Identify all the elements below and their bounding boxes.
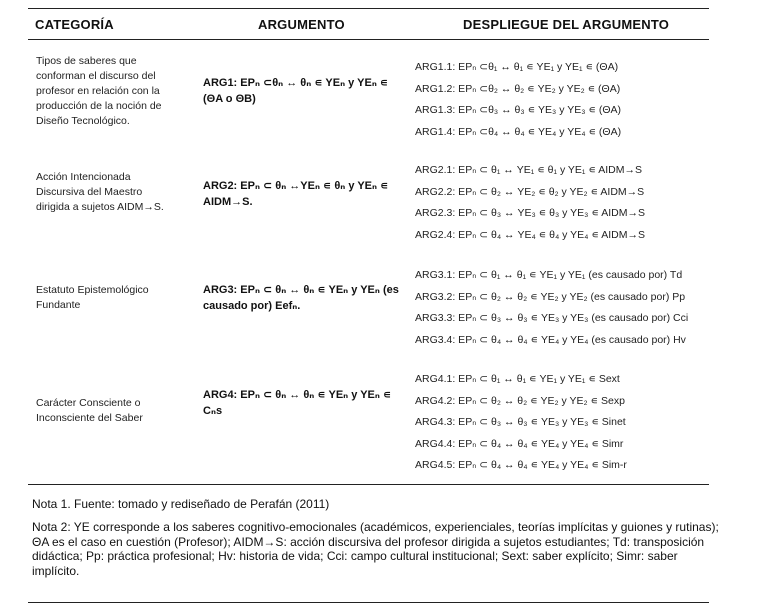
row1-argumento: ARG1: EPₙ ⊂θₙ ↔ θₙ ∊ YEₙ y YEₙ ∊ (ΘA o ΘB) bbox=[203, 77, 389, 105]
row1-despliegue-line: ARG1.4: EPₙ ⊂θ₄ ↔ θ₄ ∊ YE₄ y YE₄ ∊ (ΘA) bbox=[415, 125, 622, 138]
row2-despliegue-line: ARG2.1: EPₙ ⊂ θ₁ ↔ YE₁ ∊ θ₁ y YE₁ ∊ AIDM→S bbox=[415, 164, 643, 176]
table-bottom-rule bbox=[28, 484, 709, 485]
row2-argumento: ARG2: EPₙ ⊂ θₙ ↔YEₙ ∊ θₙ y YEₙ ∊ AIDM→S. bbox=[203, 180, 389, 208]
notes-bottom-rule bbox=[28, 602, 709, 603]
row4-despliegue-line: ARG4.5: EPₙ ⊂ θ₄ ↔ θ₄ ∊ YE₄ y YE₄ ∊ Sim-r bbox=[415, 459, 627, 471]
row1-despliegue-line: ARG1.2: EPₙ ⊂θ₂ ↔ θ₂ ∊ YE₂ y YE₂ ∊ (ΘA) bbox=[415, 82, 621, 95]
header-categoria: CATEGORÍA bbox=[35, 17, 114, 32]
row2-despliegue-line: ARG2.3: EPₙ ⊂ θ₃ ↔ YE₃ ∊ θ₃ y YE₃ ∊ AIDM→S bbox=[415, 207, 645, 219]
row4-despliegue-line: ARG4.4: EPₙ ⊂ θ₄ ↔ θ₄ ∊ YE₄ y YE₄ ∊ Simr bbox=[415, 437, 624, 450]
row1-despliegue-line: ARG1.1: EPₙ ⊂θ₁ ↔ θ₁ ∊ YE₁ y YE₁ ∊ (ΘA) bbox=[415, 61, 619, 73]
row4-despliegue-line: ARG4.2: EPₙ ⊂ θ₂ ↔ θ₂ ∊ YE₂ y YE₂ ∊ Sexp bbox=[415, 394, 625, 407]
row2-despliegue-line: ARG2.2: EPₙ ⊂ θ₂ ↔ YE₂ ∊ θ₂ y YE₂ ∊ AIDM→S bbox=[415, 185, 645, 198]
row1-categoria: Tipos de saberes que conforman el discurso del profesor en relación con la producción de la noción de Diseño Tecnológico. bbox=[36, 55, 162, 127]
row3-argumento: ARG3: EPₙ ⊂ θₙ ↔ θₙ ∊ YEₙ y YEₙ (es causado por) Eefₙ. bbox=[203, 284, 399, 312]
row2-despliegue bbox=[415, 160, 715, 246]
row2-categoria: Acción Intencionada Discursiva del Maestro dirigida a sujetos AIDM→S. bbox=[36, 171, 164, 213]
header-despliegue: DESPLIEGUE DEL ARGUMENTO bbox=[463, 17, 670, 32]
row3-despliegue-line: ARG3.1: EPₙ ⊂ θ₁ ↔ θ₁ ∊ YE₁ y YE₁ (es causado por) Td bbox=[415, 269, 683, 281]
row3-despliegue-line: ARG3.2: EPₙ ⊂ θ₂ ↔ θ₂ ∊ YE₂ y YE₂ (es causado por) Pp bbox=[415, 290, 686, 303]
note-2: Nota 2: YE corresponde a los saberes cognitivo-emocionales (académicos, experienciales, teorías implícitas y guiones y rutinas); ΘA es el caso en cuestión (Profesor); AIDM→S: acción discursiva del profesor dirigida a sujetos estudiantes; Td: transposición didáctica; Pp: práctica profesional; Hv: historia de vida; Cci: campo cultural institucional; Sext: saber explícito; Simr: saber implícito. bbox=[32, 520, 719, 578]
row1-despliegue bbox=[415, 57, 715, 143]
row4-argumento: ARG4: EPₙ ⊂ θₙ ↔ θₙ ∊ YEₙ y YEₙ ∊ Cₙs bbox=[203, 389, 392, 417]
row4-despliegue-line: ARG4.3: EPₙ ⊂ θ₃ ↔ θ₃ ∊ YE₃ y YE₃ ∊ Sinet bbox=[415, 416, 626, 428]
header-rule bbox=[28, 39, 709, 40]
row3-despliegue-line: ARG3.4: EPₙ ⊂ θ₄ ↔ θ₄ ∊ YE₄ y YE₄ (es causado por) Hv bbox=[415, 333, 686, 346]
note-1: Nota 1. Fuente: tomado y rediseñado de Perafán (2011) bbox=[32, 497, 330, 511]
row3-despliegue-line: ARG3.3: EPₙ ⊂ θ₃ ↔ θ₃ ∊ YE₃ y YE₃ (es causado por) Cci bbox=[415, 312, 689, 324]
header-argumento: ARGUMENTO bbox=[258, 17, 345, 32]
row4-despliegue-line: ARG4.1: EPₙ ⊂ θ₁ ↔ θ₁ ∊ YE₁ y YE₁ ∊ Sext bbox=[415, 373, 620, 385]
table-top-rule bbox=[28, 8, 709, 9]
row3-categoria: Estatuto Epistemológico Fundante bbox=[36, 284, 149, 311]
row2-despliegue-line: ARG2.4: EPₙ ⊂ θ₄ ↔ YE₄ ∊ θ₄ y YE₄ ∊ AIDM→S bbox=[415, 228, 645, 241]
row4-despliegue bbox=[415, 369, 715, 477]
row3-despliegue bbox=[415, 265, 715, 351]
row1-despliegue-line: ARG1.3: EPₙ ⊂θ₃ ↔ θ₃ ∊ YE₃ y YE₃ ∊ (ΘA) bbox=[415, 104, 622, 116]
row4-categoria: Carácter Consciente o Inconsciente del Saber bbox=[36, 397, 143, 424]
